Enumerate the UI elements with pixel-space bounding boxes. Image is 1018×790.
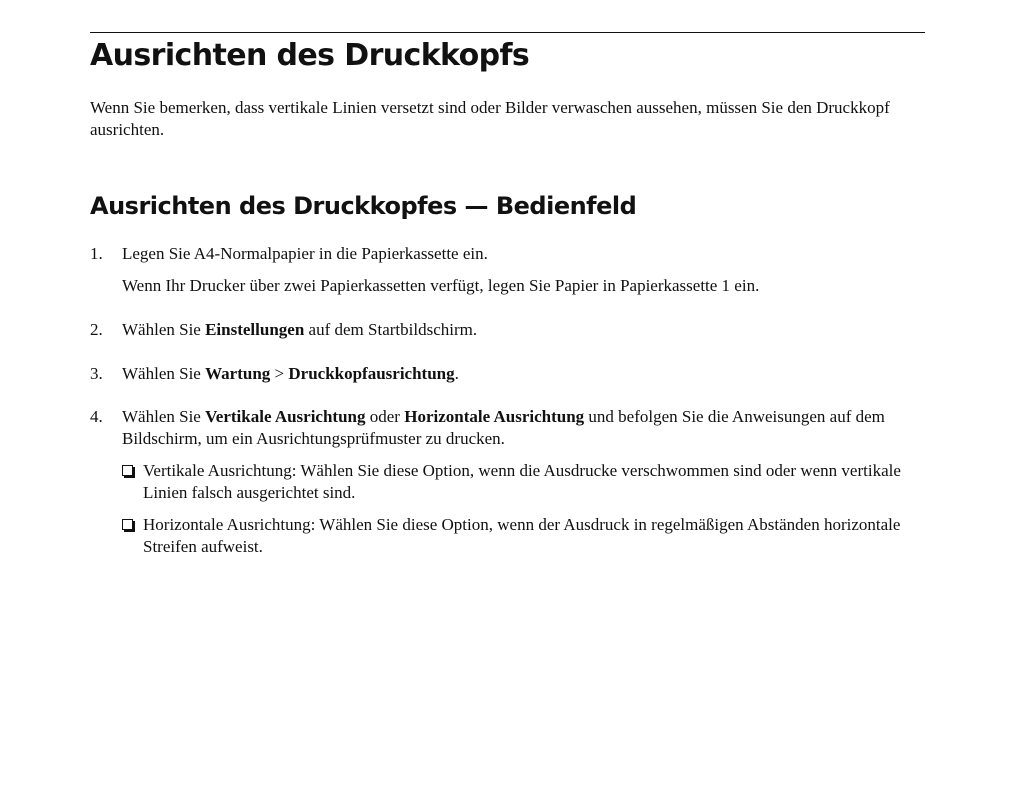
bullet-horizontal: Horizontale Ausrichtung: Wählen Sie diese Option, wenn der Ausdruck in regelmäßigen Abständen horizontale Streifen aufweist. [143, 515, 901, 556]
step-3-submenu: Druckkopfausrichtung [288, 364, 455, 383]
checkbox-bullet-icon [122, 519, 133, 530]
step-4-number: 4. [90, 407, 103, 426]
step-1-number: 1. [90, 244, 103, 263]
step-2-setting: Einstellungen [205, 320, 305, 339]
step-3-menu: Wartung [205, 364, 271, 383]
step-4-option-horizontal: Horizontale Ausrichtung [404, 407, 585, 426]
bullet-vertical: Vertikale Ausrichtung: Wählen Sie diese Option, wenn die Ausdrucke verschwommen sind oder wenn vertikale Linien falsch ausgerichtet sind. [143, 461, 901, 502]
step-2-number: 2. [90, 320, 103, 339]
section-title: Ausrichten des Druckkopfes — Bedienfeld [90, 192, 637, 220]
step-3-text: Wählen Sie Wartung > Druckkopfausrichtung. [122, 364, 459, 383]
step-3-number: 3. [90, 364, 103, 383]
checkbox-bullet-icon [122, 465, 133, 476]
step-1-text: Legen Sie A4-Normalpapier in die Papierkassette ein. [122, 244, 488, 263]
top-divider [90, 32, 925, 33]
step-2-text: Wählen Sie Einstellungen auf dem Startbildschirm. [122, 320, 478, 339]
step-4-option-vertical: Vertikale Ausrichtung [205, 407, 366, 426]
page-title: Ausrichten des Druckkopfs [90, 38, 530, 73]
intro-paragraph: Wenn Sie bemerken, dass vertikale Linien versetzt sind oder Bilder verwaschen aussehen, müssen Sie den Druckkopf ausrichten. [90, 98, 890, 139]
step-1-note: Wenn Ihr Drucker über zwei Papierkassetten verfügt, legen Sie Papier in Papierkassette 1 ein. [122, 276, 760, 295]
step-4-text: Wählen Sie Vertikale Ausrichtung oder Horizontale Ausrichtung und befolgen Sie die Anweisungen auf dem Bildschirm, um ein Ausrichtungsprüfmuster zu drucken. [122, 407, 885, 448]
